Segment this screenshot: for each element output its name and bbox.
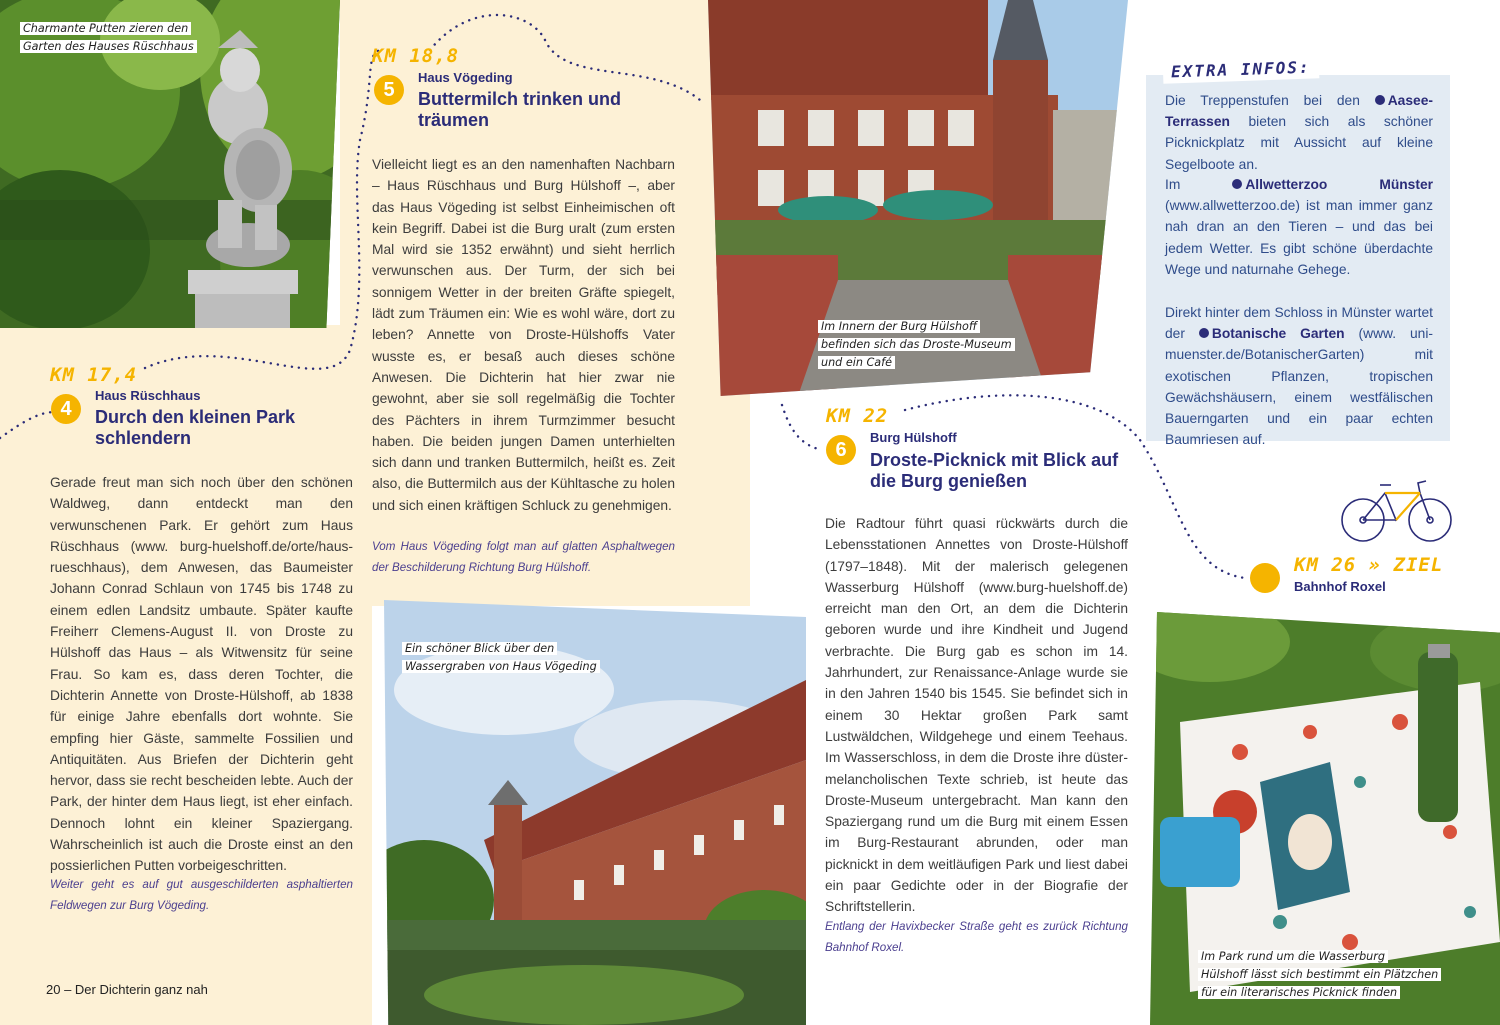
stop-label-6: Burg Hülshoff (870, 430, 957, 445)
caption-putten: Charmante Putten zieren den Garten des Hauses Rüschhaus (20, 20, 197, 56)
stop-title-4: Durch den kleinen Park schlendern (95, 407, 296, 448)
ziel-label: Bahnhof Roxel (1294, 579, 1386, 594)
extra-infos-heading: EXTRA INFOS: (1163, 55, 1319, 83)
stop-label-4: Haus Rüschhaus (95, 388, 201, 403)
location-dot-icon (1375, 95, 1385, 105)
stop-number-6: 6 (826, 435, 856, 465)
ziel-marker-dot (1250, 563, 1280, 593)
extra-infos-botanischer-garten: Direkt hinter dem Schloss in Münster wartet der Botanische Garten (www. uni-muenster.de/BotanischerGarten) mit exotischen Pflanzen, tropischen Gewächshäusern, einem westfälischen Bauerngarten und ein paar echten Baumriesen auf. (1165, 305, 1433, 448)
stop-note-6: Entlang der Havixbecker Straße geht es zurück Richtung Bahnhof Roxel. (825, 920, 1128, 954)
caption-voegeding: Ein schöner Blick über den Wassergraben von Haus Vögeding (402, 640, 600, 676)
stop-label-5: Haus Vögeding (418, 70, 513, 85)
km-marker-5: KM 18,8 (372, 45, 460, 67)
caption-burg-huelshoff: Im Innern der Burg Hülshoff befinden sich das Droste-Museum und ein Café (818, 318, 1015, 372)
stop-title-5: Buttermilch trinken und träumen (418, 89, 622, 130)
bicycle-icon (1338, 475, 1454, 547)
stop-note-5: Vom Haus Vögeding folgt man auf glatten Asphaltwegen der Beschilderung Richtung Burg Hülshoff. (372, 540, 675, 574)
location-dot-icon (1199, 328, 1209, 338)
stop-number-5: 5 (374, 75, 404, 105)
stop-number-4: 4 (51, 394, 81, 424)
location-dot-icon (1232, 179, 1242, 189)
km-marker-4: KM 17,4 (50, 364, 138, 386)
stop-title-6: Droste-Picknick mit Blick auf die Burg genießen (870, 450, 1119, 491)
page-footer: 20 – Der Dichterin ganz nah (46, 982, 208, 997)
stop-text-5: Vielleicht liegt es an den namenhaften Nachbarn – Haus Rüschhaus und Burg Hülshoff –, aber das Haus Vögeding ist selbst Einheimischen oft kein Begriff. Dabei ist die Burg uralt (zum ersten Mal wird sie 1352 erwähnt) und sieht herrlich verwunschen aus. Der Turm, der sich bei sonnigem Wetter in der breiten Gräfte spiegelt, lädt zum Träumen ein: Wie es wohl wäre, dort zu leben? Annette von Droste-Hülshoffs Vater wusste es, er besaß auch dieses schöne Anwesen. Die Dichterin hat hier zwar nie gewohnt, aber sie soll regelmäßig die Tochter des Pächters in ihrem Turmzimmer besucht haben. Die beiden jungen Damen unterhielten sich dann und tranken Buttermilch, heißt es. Zeit also, die Buttermilch aus der Kühltasche zu holen und sich einen kräftigen Schluck zu genehmigen. (372, 157, 675, 513)
stop-text-4: Gerade freut man sich noch über den schönen Waldweg, dann entdeckt man den verwunschenen Park. Er gehört zum Haus Rüschhaus (www. burg-huelshoff.de/orte/haus-rueschhaus), dem Anwesen, das Baumeister Johann Conrad Schlaun von 1745 bis 1748 zu einem edlen Landsitz umbaute. Später kaufte Freiherr Clemens-August II. von Droste zu Hülshoff das Haus – als Witwensitz für seine Frau. So kam es, dass deren Tochter, die Dichterin Annette von Droste-Hülshoff, ab 1838 für einige Jahre ebenfalls dort wohnte. Sie empfing hier Gäste, sammelte Fossilien und Antiquitäten. Aus Briefen der Dichterin geht hervor, dass sie recht bescheiden lebte. Auch der Park, der hinter dem Haus liegt, ist eher einfach. Dennoch lohnt ein kleiner Spaziergang. Wahrscheinlich ist auch die Droste einst an den possierlichen Putten vorbeigeschritten. (50, 475, 353, 874)
km-marker-ziel: KM 26 » ZIEL (1294, 554, 1444, 576)
stop-note-4: Weiter geht es auf gut ausgeschilderten asphaltierten Feldwegen zur Burg Vögeding. (50, 878, 353, 912)
extra-infos-aasee: Die Treppenstufen bei den Aasee-Terrassen bieten sich als schöner Picknickplatz mit Aussicht auf kleine Segelboote an. (1165, 93, 1433, 172)
km-marker-6: KM 22 (826, 405, 889, 427)
stop-text-6: Die Radtour führt quasi rückwärts durch die Lebensstationen Annettes von Droste-Hülshoff (1797–1848). Mit der malerisch gelegenen Wasserburg Hülshoff (www.burg-huelshoff.de) erreicht man den Ort, an dem die Dichterin geboren wurde und ihre Kindheit und Jugend verbrachte. Die Burg gab es schon im 14. Jahrhundert, zur Renaissance-Anlage wurde sie in den Jahren 1540 bis 1545. Sie befindet sich in einem 30 Hektar großen Park samt Lustwäldchen, Wildgehege und einem Teehaus. Im Wasserschloss, in dem die Droste ihre düster-melancholischen Texte schrieb, ist heute das Droste-Museum untergebracht. Man kann den Spaziergang rund um die Burg mit einem Essen im Burg-Restaurant abrunden, oder man picknickt in dem weitläufigen Park und liest dabei ein paar Gedichte oder in der Biografie der Schriftstellerin. (825, 516, 1128, 915)
extra-infos-allwetterzoo: Im Allwetterzoo Münster (www.allwetterzoo.de) ist man immer ganz nah dran an den Tieren – und das bei jedem Wetter. Es gibt schöne überdachte Wege und naturnahe Gehege. (1165, 177, 1433, 277)
caption-picknick: Im Park rund um die Wasserburg Hülshoff lässt sich bestimmt ein Plätzchen für ein literarisches Picknick finden (1198, 948, 1441, 1002)
